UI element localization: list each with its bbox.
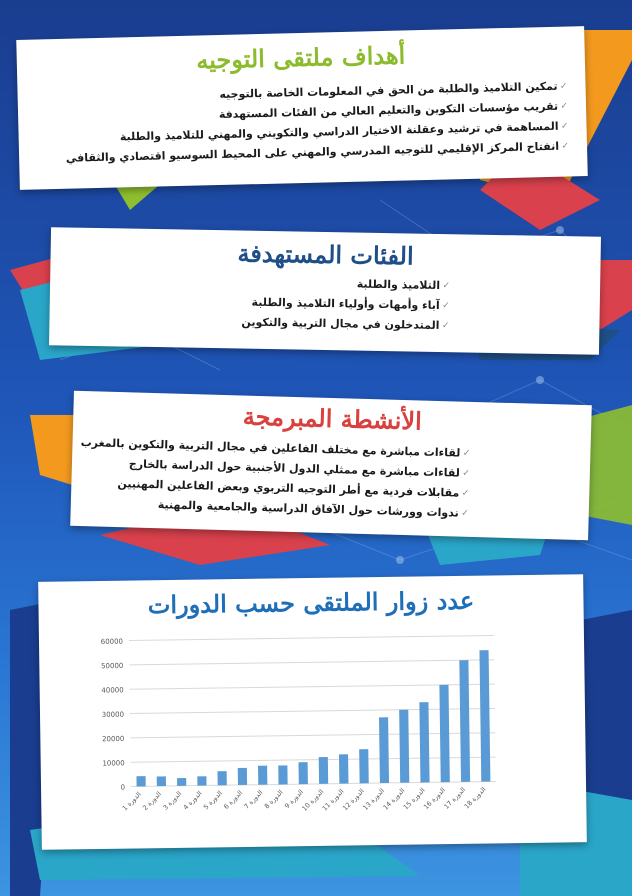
y-tick-label: 0 xyxy=(120,783,126,792)
bar xyxy=(359,749,369,783)
activity-text: لقاءات مباشرة مع مختلف الفاعلين في مجال التربية والتكوين بالمغرب xyxy=(80,436,461,460)
check-icon: ✓ xyxy=(560,101,569,112)
bar xyxy=(278,765,287,784)
x-tick-label: الدورة 13 xyxy=(361,786,387,812)
target-text: التلاميذ والطلبة xyxy=(356,277,441,293)
targets-title: الفئات المستهدفة xyxy=(237,238,414,271)
check-icon: ✓ xyxy=(461,488,470,499)
check-icon: ✓ xyxy=(442,301,450,312)
x-tick-label: الدورة 7 xyxy=(242,788,265,811)
goal-text: تقريب مؤسسات التكوين والتعليم العالي من الفئات المستهدفة xyxy=(218,99,559,122)
x-tick-label: الدورة 8 xyxy=(262,788,285,811)
activities-list xyxy=(79,433,471,524)
bar xyxy=(197,776,206,785)
bar xyxy=(298,762,307,784)
x-tick-label: الدورة 4 xyxy=(181,789,204,812)
check-icon: ✓ xyxy=(560,121,569,132)
check-icon: ✓ xyxy=(462,448,471,459)
chart-title: عدد زوار الملتقى حسب الدورات xyxy=(147,585,475,620)
check-icon: ✓ xyxy=(561,141,570,152)
bar xyxy=(399,710,409,783)
gridline xyxy=(129,635,494,640)
bar xyxy=(379,717,389,783)
x-tick-label: الدورة 5 xyxy=(201,789,224,812)
goals-card xyxy=(16,26,587,190)
target-text: آباء وأمهات وأولياء التلاميذ والطلبة xyxy=(251,295,440,313)
bar xyxy=(319,757,328,784)
check-icon: ✓ xyxy=(559,81,568,92)
x-tick-label: الدورة 17 xyxy=(442,785,468,811)
activity-text: مقابلات فردية مع أطر التوجيه التربوي وبعض الفاعلين المهنيين xyxy=(117,477,460,500)
check-icon: ✓ xyxy=(462,468,470,479)
y-tick-label: 10000 xyxy=(102,759,125,768)
target-text: المتدخلون في مجال التربية والتكوين xyxy=(241,315,440,333)
check-icon: ✓ xyxy=(442,281,451,292)
x-tick-label: الدورة 12 xyxy=(341,787,366,813)
goals-title: أهداف ملتقى التوجيه xyxy=(195,40,406,75)
bar xyxy=(479,650,490,782)
x-tick-label: الدورة 18 xyxy=(462,785,488,811)
x-tick-label: الدورة 9 xyxy=(283,787,305,811)
activity-text: لقاءات مباشرة مع ممثلي الدول الأجنبية حول الدراسة بالخارج xyxy=(128,457,461,480)
bar xyxy=(459,660,470,782)
targets-list xyxy=(241,273,450,337)
y-tick-label: 60000 xyxy=(100,637,124,646)
check-icon: ✓ xyxy=(441,321,450,332)
goal-text: المساهمة في ترشيد وعقلنة الاختيار الدراسي والتكويني والمهني للتلاميذ والطلبة xyxy=(119,119,559,144)
bar xyxy=(238,768,247,785)
x-tick-label: الدورة 11 xyxy=(320,787,346,813)
bar xyxy=(339,754,349,783)
x-tick-label: الدورة 15 xyxy=(401,786,427,812)
bar xyxy=(439,685,449,782)
goal-text: انفتاح المركز الإقليمي للتوجيه المدرسي والمهني على المحيط السوسيو اقتصادي والثقافي xyxy=(65,139,560,165)
x-tick-label: الدورة 16 xyxy=(422,785,447,812)
goals-list xyxy=(64,77,569,169)
x-tick-label: الدورة 14 xyxy=(381,786,407,812)
activity-text: ندوات وورشات حول الآفاق الدراسية والجامعية والمهنية xyxy=(157,498,459,520)
y-tick-label: 50000 xyxy=(101,661,124,671)
activities-title: الأنشطة المبرمجة xyxy=(242,401,423,436)
x-tick-label: الدورة 3 xyxy=(161,789,184,812)
list-item xyxy=(241,313,449,337)
activities-card xyxy=(70,391,592,540)
x-tick-label: الدورة 6 xyxy=(222,788,245,811)
y-tick-label: 40000 xyxy=(101,686,124,695)
bar xyxy=(136,776,145,786)
gridline xyxy=(129,660,494,665)
goal-text: تمكين التلاميذ والطلبة من الحق في المعلومات الخاصة بالتوجيه xyxy=(219,79,558,102)
bar xyxy=(157,776,166,786)
bar xyxy=(258,766,267,785)
check-icon: ✓ xyxy=(461,508,469,519)
bar xyxy=(218,771,227,785)
bar xyxy=(419,702,429,782)
y-tick-label: 30000 xyxy=(101,710,125,719)
x-tick-label: الدورة 10 xyxy=(300,787,326,813)
x-tick-label: الدورة 2 xyxy=(141,789,163,813)
bar xyxy=(177,778,186,786)
chart-card xyxy=(38,574,587,850)
y-tick-label: 20000 xyxy=(102,734,125,744)
bar-chart xyxy=(38,574,587,850)
targets-card xyxy=(49,227,601,355)
x-tick-label: الدورة 1 xyxy=(120,790,143,813)
